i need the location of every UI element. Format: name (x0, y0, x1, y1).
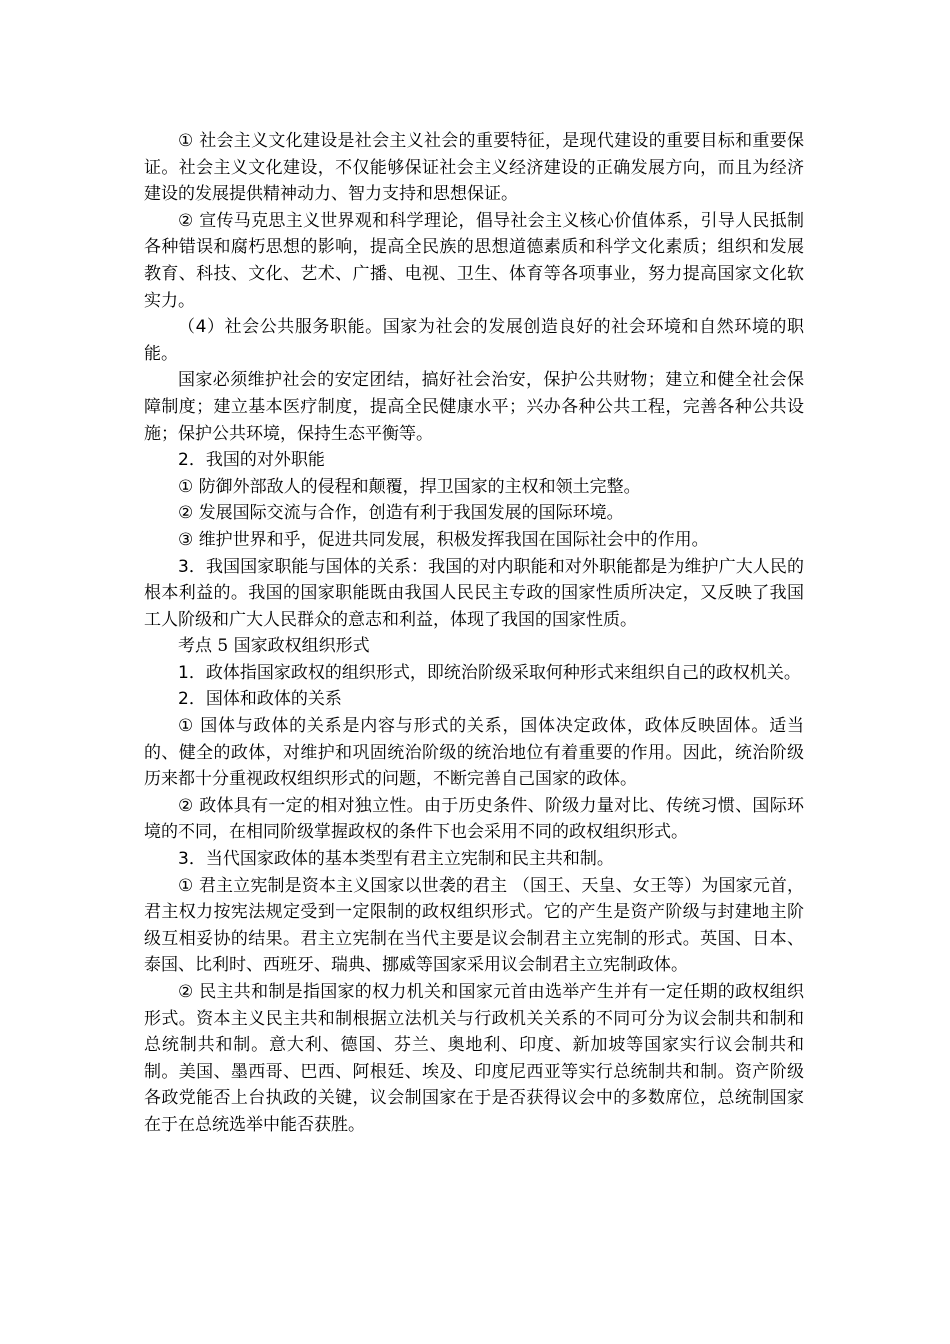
paragraph-world-peace: ③ 维护世界和乎，促进共同发展，积极发挥我国在国际社会中的作用。 (178, 529, 709, 550)
paragraph-public-service-function: （4）社会公共服务职能。国家为社会的发展创造良好的社会环境和自然环境的职能。 (144, 317, 804, 364)
paragraph-functions-and-state-nature: 3．我国国家职能与国体的关系：我国的对内职能和对外职能都是为维护广大人民的根本利益的。我国的国家职能既由我国人民民主专政的国家性质所决定，又反映了我国工人阶级和广大人民群众的意志和利益，体现了我国的国家性质。 (144, 556, 804, 630)
paragraph-international-exchange: ② 发展国际交流与合作，创造有利于我国发展的国际环境。 (178, 503, 624, 524)
paragraph-relative-independence: ② 政体具有一定的相对独立性。由于历史条件、阶级力量对比、传统习惯、国际环境的不同，在相同阶级掌握政权的条件下也会采用不同的政权组织形式。 (144, 795, 804, 843)
paragraph-democratic-republic: ② 民主共和制是指国家的权力机关和国家元首由选举产生并有一定任期的政权组织形式。资本主义民主共和制根据立法机关与行政机关关系的不同可分为议会制共和制和总统制共和制。意大利、德国、芬兰、奥地利、印度、新加坡等国家实行议会制共和制。美国、墨西哥、巴西、阿根廷、埃及、印度尼西亚等实行总统制共和制。资产阶级各政党能否上台执政的关键，议会制国家在于是否获得议会中的多数席位，总统制国家在于在总统选举中能否获胜。 (144, 982, 804, 1135)
heading-external-functions: 2．我国的对外职能 (178, 450, 325, 471)
heading-polity-types: 3．当代国家政体的基本类型有君主立宪制和民主共和制。 (178, 849, 614, 870)
paragraph-defend-sovereignty: ① 防御外部敌人的侵程和颠覆，捍卫国家的主权和领土完整。 (178, 476, 641, 497)
paragraph-polity-definition: 1．政体指国家政权的组织形式，即统治阶级采取何种形式来组织自己的政权机关。 (178, 662, 801, 683)
paragraph-content-form-relation: ① 国体与政体的关系是内容与形式的关系，国体决定政体，政体反映固体。适当的、健全的政体，对维护和巩固统治阶级的统治地位有着重要的作用。因此，统治阶级历来都十分重视政权组织形式的问题，不断完善自己国家的政体。 (144, 716, 804, 790)
paragraph-constitutional-monarchy: ① 君主立宪制是资本主义国家以世袭的君主 （国王、天皇、女王等）为国家元首，君主权力按宪法规定受到一定限制的政权组织形式。它的产生是资产阶级与封建地主阶级互相妥协的结果。君主立宪制在当代主要是议会制君主立宪制的形式。英国、日本、泰国、比利时、西班牙、瑞典、挪威等国家采用议会制君主立宪制政体。 (144, 875, 804, 976)
paragraph-promote-marxism: ② 宣传马克思主义世界观和科学理论，倡导社会主义核心价值体系，引导人民抵制各种错误和腐朽思想的影响，提高全民族的思想道德素质和科学文化素质；组织和发展教育、科技、文化、艺术、广播、电视、卫生、体育等各项事业，努力提高国家文化软实力。 (144, 210, 804, 311)
document-body (144, 128, 804, 1139)
heading-kaodian-5: 考点 5 国家政权组织形式 (178, 636, 370, 657)
heading-state-polity-relation: 2．国体和政体的关系 (178, 689, 342, 710)
paragraph-maintain-stability: 国家必须维护社会的安定团结，搞好社会治安，保护公共财物；建立和健全社会保障制度；建立基本医疗制度，提高全民健康水平；兴办各种公共工程，完善各种公共设施；保护公共环境，保持生态平衡等。 (144, 370, 804, 444)
paragraph-culture-construction: ① 社会主义文化建设是社会主义社会的重要特征，是现代建设的重要目标和重要保证。社会主义文化建设，不仅能够保证社会主义经济建设的正确发展方向，而且为经济建设的发展提供精神动力、智力支持和思想保证。 (144, 131, 804, 205)
